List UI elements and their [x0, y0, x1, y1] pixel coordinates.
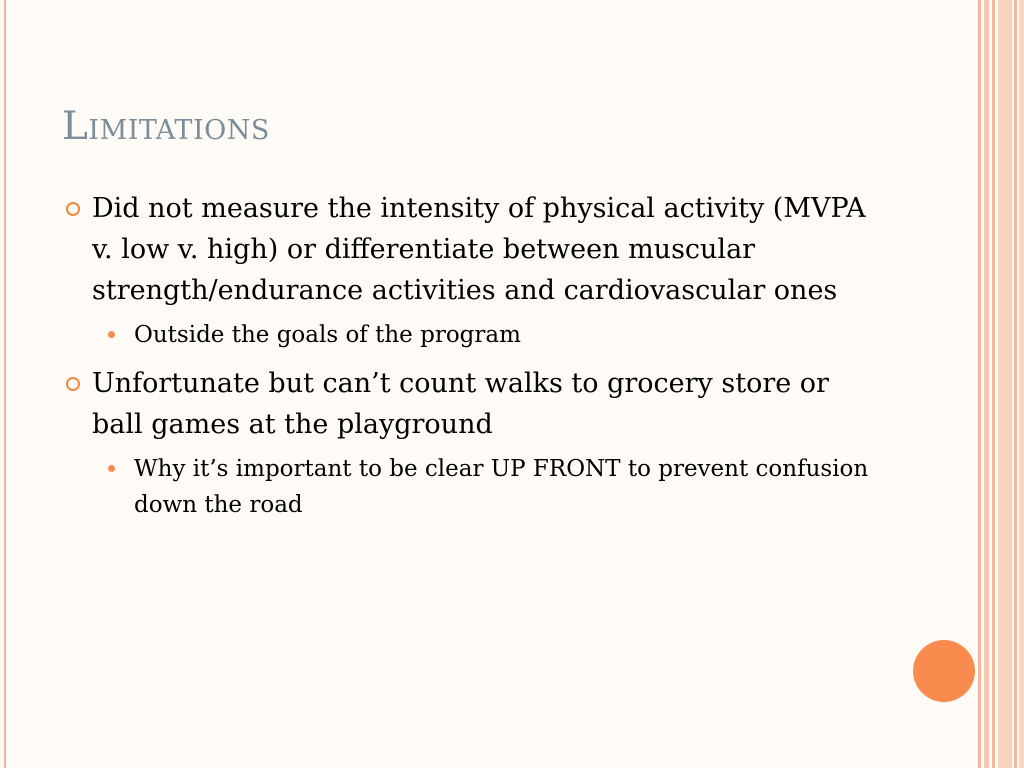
bullet-item-1 — [62, 188, 882, 311]
sub-bullet-item-2 — [62, 451, 882, 523]
dot-bullet-icon — [108, 331, 115, 338]
decorative-stripe — [998, 0, 1012, 768]
decorative-stripe — [1014, 0, 1017, 768]
ring-bullet-icon — [66, 377, 80, 391]
bullet-list — [62, 188, 882, 533]
decorative-stripe — [978, 0, 981, 768]
dot-bullet-icon — [108, 465, 115, 472]
sub-bullet-text: Why it’s important to be clear UP FRONT to prevent confusion down the road — [134, 456, 869, 518]
bullet-text: Did not measure the intensity of physical activity (MVPA v. low v. high) or differentiate between muscular strength/endurance activities and cardiovascular ones — [92, 193, 866, 306]
left-border — [0, 0, 6, 768]
sub-bullet-text: Outside the goals of the program — [134, 322, 521, 348]
slide-title: Limitations — [62, 104, 270, 149]
decorative-stripe — [992, 0, 995, 768]
decorative-stripe — [1019, 0, 1024, 768]
bullet-text: Unfortunate but can’t count walks to grocery store or ball games at the playground — [92, 368, 829, 440]
sub-bullet-item-1 — [62, 317, 882, 353]
decorative-circle — [913, 640, 975, 702]
ring-bullet-icon — [66, 202, 80, 216]
bullet-item-2 — [62, 363, 882, 445]
decorative-stripe — [984, 0, 989, 768]
